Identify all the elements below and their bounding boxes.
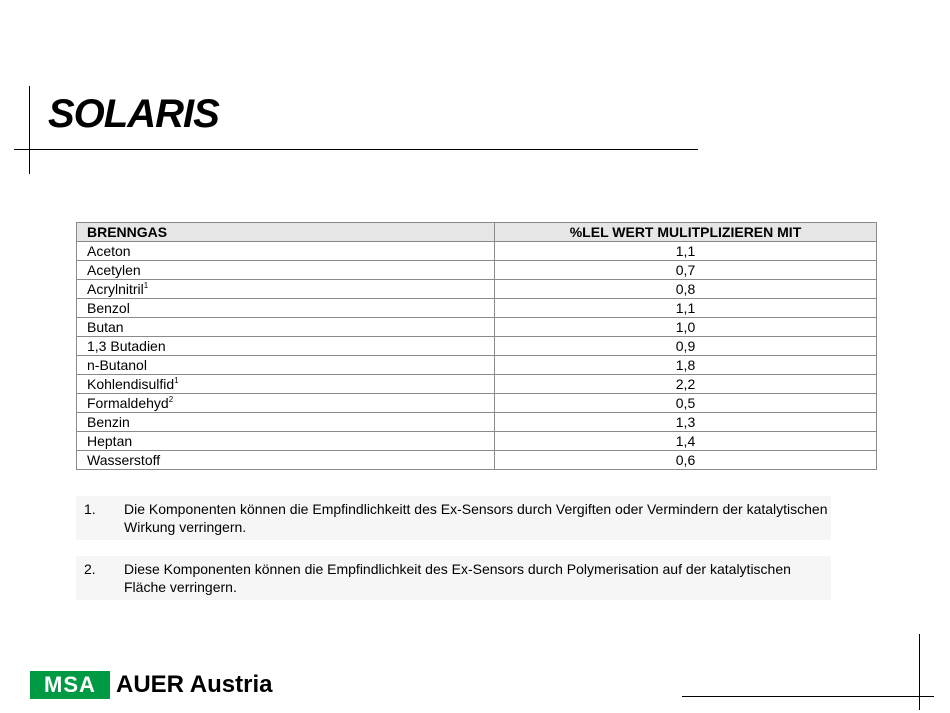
table-row: [77, 413, 877, 432]
gas-name-cell: [77, 261, 495, 280]
table-row: [77, 337, 877, 356]
gas-name: Wasserstoff: [87, 451, 161, 468]
gas-name-cell: [77, 432, 495, 451]
gas-name: 1,3 Butadien: [87, 337, 166, 354]
gas-name: Kohlendisulfid: [87, 375, 175, 392]
table-row: [77, 394, 877, 413]
gas-name-cell: [77, 318, 495, 337]
gas-name-cell: [77, 413, 495, 432]
gas-name: Formaldehyd: [87, 394, 169, 411]
table-row: [77, 451, 877, 470]
footnote-marker: 2: [168, 394, 174, 404]
footnote-2: [76, 556, 831, 600]
gas-name-cell: [77, 280, 495, 299]
footnote-marker: 1: [143, 280, 149, 290]
factor-value: 1,0: [495, 318, 877, 337]
msa-auer-logo: [30, 670, 272, 700]
table-row: [77, 261, 877, 280]
gas-name-cell: [77, 356, 495, 375]
factor-value: 2,2: [495, 375, 877, 394]
factor-value: 1,4: [495, 432, 877, 451]
gas-name-cell: [77, 394, 495, 413]
corner-line-vertical-bottom: [919, 634, 920, 710]
gas-name-cell: [77, 337, 495, 356]
footnote-text: Die Komponenten können die Empfindlichkeitt des Ex-Sensors durch Vergiften oder Vermindern der katalytischen Wirkung verringern.: [124, 501, 828, 535]
gas-name-cell: [77, 299, 495, 318]
table-header-row: [77, 223, 877, 242]
footnote-marker: 1: [174, 375, 179, 385]
gas-name: n-Butanol: [87, 356, 147, 373]
header-rule: [14, 149, 698, 150]
corner-line-vertical-top: [29, 86, 30, 174]
factor-value: 0,7: [495, 261, 877, 280]
column-header-factor: %LEL WERT MULITPLIZIEREN MIT: [495, 223, 877, 242]
gas-factor-table: [76, 222, 877, 470]
footnote-1: [76, 496, 831, 540]
gas-name: Acetylen: [87, 261, 141, 278]
gas-name: Benzin: [87, 413, 130, 430]
footnote-number: 1.: [84, 501, 96, 517]
solaris-logo: [48, 92, 219, 136]
table-row: [77, 280, 877, 299]
gas-name: Butan: [87, 318, 124, 335]
footnote-text: Diese Komponenten können die Empfindlichkeit des Ex-Sensors durch Polymerisation auf der katalytischen Fläche verringern.: [124, 561, 791, 595]
factor-value: 0,6: [495, 451, 877, 470]
gas-name: Acrylnitril: [87, 280, 144, 297]
msa-logo-text: MSA: [44, 672, 96, 697]
gas-name: Heptan: [87, 432, 133, 449]
factor-value: 1,1: [495, 299, 877, 318]
factor-value: 0,5: [495, 394, 877, 413]
footer-rule: [682, 696, 934, 697]
factor-value: 1,1: [495, 242, 877, 261]
table-row: [77, 318, 877, 337]
table-row: [77, 356, 877, 375]
table-row: [77, 299, 877, 318]
factor-value: 1,8: [495, 356, 877, 375]
solaris-logo-text: SOLARIS: [48, 92, 219, 136]
company-name: AUER Austria: [116, 671, 273, 698]
gas-name-cell: [77, 242, 495, 261]
gas-name: Benzol: [87, 299, 130, 316]
gas-name-cell: [77, 451, 495, 470]
factor-value: 0,9: [495, 337, 877, 356]
column-header-gas: BRENNGAS: [77, 223, 495, 242]
footnotes: [76, 496, 831, 600]
footnote-number: 2.: [84, 561, 96, 577]
table-row: [77, 375, 877, 394]
msa-logo-box: [30, 671, 110, 699]
table-row: [77, 432, 877, 451]
gas-name-cell: [77, 375, 495, 394]
factor-value: 0,8: [495, 280, 877, 299]
gas-name: Aceton: [87, 242, 131, 259]
table-row: [77, 242, 877, 261]
factor-value: 1,3: [495, 413, 877, 432]
